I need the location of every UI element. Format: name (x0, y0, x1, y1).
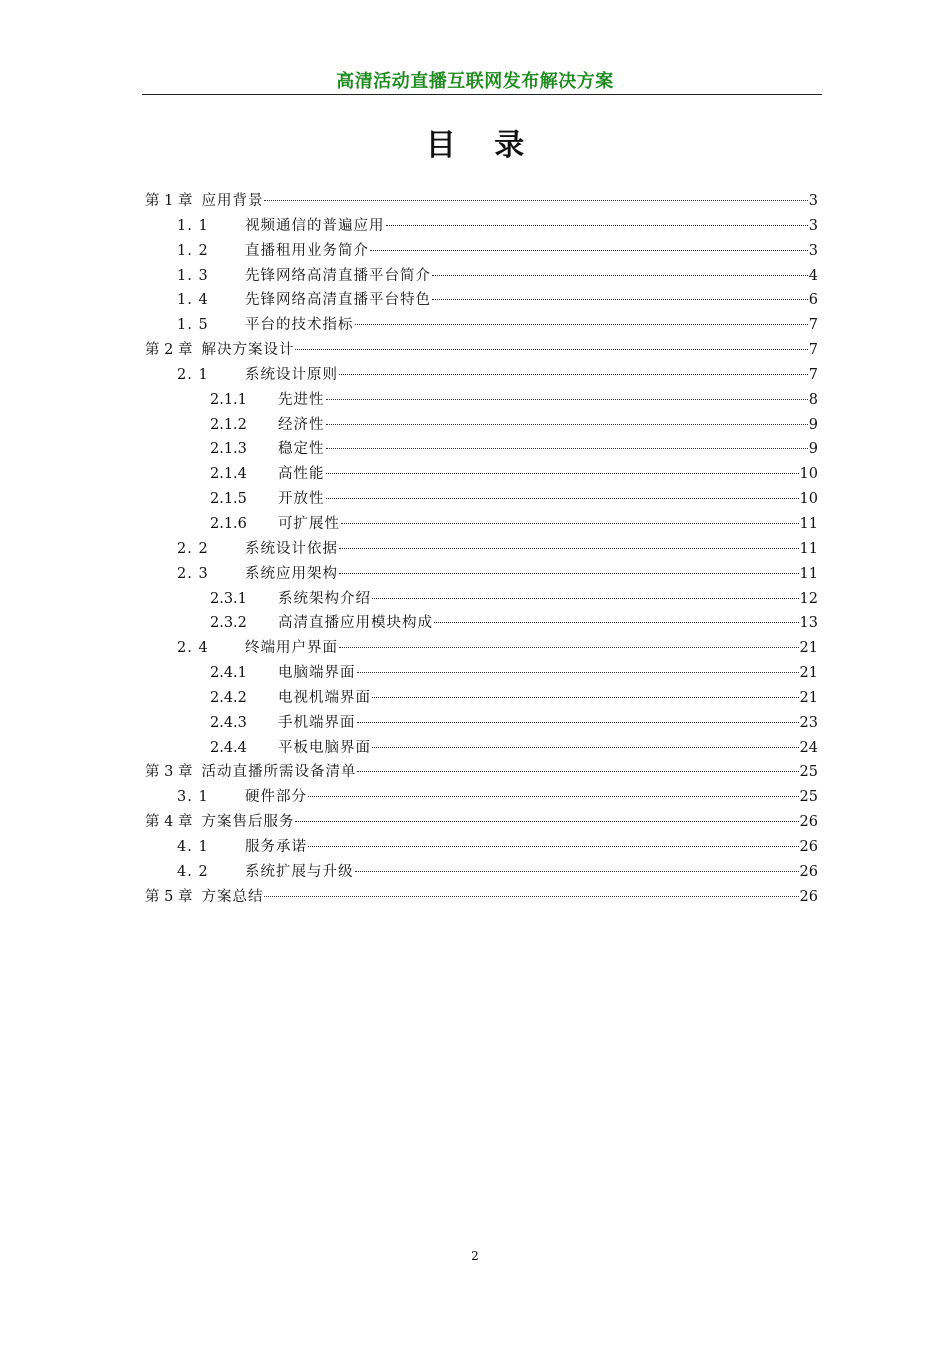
toc-entry[interactable] (145, 437, 818, 462)
toc-entry[interactable] (145, 562, 818, 587)
toc-entry-number: 4. 2 (177, 863, 209, 880)
toc-entry-number: 1. 1 (177, 217, 209, 234)
toc-entry-page: 26 (799, 814, 818, 831)
toc-entry-title: 先锋网络高清直播平台简介 (245, 267, 431, 284)
toc-entry-number: 2. 4 (177, 640, 209, 657)
toc-entry-number: 第 5 章 (145, 888, 193, 905)
toc-dot-leader (295, 349, 807, 350)
toc-dot-leader (372, 697, 799, 698)
toc-entry-page: 9 (808, 416, 818, 433)
toc-entry-number: 2. 3 (177, 565, 209, 582)
toc-entry[interactable] (145, 487, 818, 512)
toc-dot-leader (326, 424, 808, 425)
toc-entry[interactable] (145, 810, 818, 835)
toc-entry-page: 26 (799, 838, 818, 855)
toc-heading: 目 录 (425, 128, 539, 163)
toc-entry-number: 2.1.6 (210, 515, 247, 532)
toc-entry[interactable] (145, 313, 818, 338)
toc-entry-page: 12 (799, 590, 818, 607)
header-rule (142, 94, 822, 95)
toc-entry-number: 3. 1 (177, 789, 209, 806)
toc-entry-title: 先锋网络高清直播平台特色 (245, 292, 431, 309)
toc-entry[interactable] (145, 835, 818, 860)
toc-entry-page: 3 (808, 217, 818, 234)
toc-entry-page: 26 (799, 863, 818, 880)
toc-entry-number: 2.3.1 (210, 590, 247, 607)
toc-dot-leader (432, 275, 808, 276)
toc-entry-number: 1. 5 (177, 317, 209, 334)
toc-entry[interactable] (145, 611, 818, 636)
toc-dot-leader (339, 573, 799, 574)
toc-entry-number: 2.1.2 (210, 416, 247, 433)
toc-entry-title: 解决方案设计 (201, 342, 295, 359)
toc-entry-page: 11 (799, 515, 818, 532)
toc-dot-leader (339, 548, 799, 549)
toc-entry-title: 活动直播所需设备清单 (201, 764, 357, 781)
toc-entry[interactable] (145, 636, 818, 661)
toc-dot-leader (339, 647, 799, 648)
toc-entry[interactable] (145, 413, 818, 438)
toc-dot-leader (264, 200, 807, 201)
toc-entry-number: 2.1.5 (210, 491, 247, 508)
toc-entry-title: 直播租用业务简介 (245, 242, 369, 259)
toc-entry-title: 系统设计依据 (245, 540, 338, 557)
toc-entry-title: 系统设计原则 (245, 366, 338, 383)
toc-entry-number: 1. 2 (177, 242, 209, 259)
toc-entry[interactable] (145, 711, 818, 736)
toc-dot-leader (308, 796, 799, 797)
toc-entry-title: 先进性 (278, 391, 325, 408)
toc-entry[interactable] (145, 785, 818, 810)
toc-entry[interactable] (145, 363, 818, 388)
toc-entry-page: 24 (799, 739, 818, 756)
toc-entry-title: 硬件部分 (245, 789, 307, 806)
toc-entry-page: 25 (799, 789, 818, 806)
toc-entry[interactable] (145, 288, 818, 313)
toc-entry-title: 方案总结 (201, 888, 264, 905)
toc-entry-page: 6 (808, 292, 818, 309)
toc-entry-title: 高清直播应用模块构成 (278, 615, 433, 632)
toc-dot-leader (372, 747, 799, 748)
toc-entry[interactable] (145, 189, 818, 214)
toc-entry-title: 系统扩展与升级 (245, 863, 354, 880)
toc-entry-number: 2.3.2 (210, 615, 247, 632)
toc-entry-number: 第 4 章 (145, 814, 193, 831)
toc-entry[interactable] (145, 338, 818, 363)
toc-dot-leader (326, 498, 799, 499)
toc-entry-title: 系统架构介绍 (278, 590, 371, 607)
toc-entry-number: 1. 3 (177, 267, 209, 284)
toc-dot-leader (326, 399, 808, 400)
toc-entry-number: 第 1 章 (145, 193, 193, 209)
toc-dot-leader (295, 821, 798, 822)
toc-dot-leader (370, 250, 808, 251)
toc-dot-leader (372, 598, 799, 599)
toc-entry-page: 21 (799, 689, 818, 706)
toc-entry-page: 9 (808, 441, 818, 458)
toc-entry-number: 1. 4 (177, 292, 209, 309)
toc-entry-title: 电脑端界面 (278, 665, 356, 682)
toc-entry-page: 11 (799, 540, 818, 557)
toc-entry[interactable] (145, 860, 818, 885)
toc-dot-leader (357, 771, 798, 772)
toc-dot-leader (339, 374, 808, 375)
toc-entry-number: 2.4.1 (210, 665, 247, 682)
toc-entry-page: 7 (808, 366, 818, 383)
toc-entry[interactable] (145, 760, 818, 785)
toc-entry-title: 系统应用架构 (245, 565, 338, 582)
toc-entry-page: 8 (808, 391, 818, 408)
toc-entry[interactable] (145, 388, 818, 413)
toc-dot-leader (341, 523, 799, 524)
toc-dot-leader (386, 225, 808, 226)
toc-entry-page: 3 (808, 242, 818, 259)
toc-dot-leader (326, 448, 808, 449)
toc-entry-title: 平台的技术指标 (245, 317, 354, 334)
toc-entry[interactable] (145, 736, 818, 761)
toc-entry-title: 视频通信的普遍应用 (245, 217, 385, 234)
toc-entry-title: 终端用户界面 (245, 640, 338, 657)
toc-entry[interactable] (145, 512, 818, 537)
toc-entry-page: 10 (799, 466, 818, 483)
toc-dot-leader (355, 324, 808, 325)
toc-entry-page: 26 (799, 888, 818, 905)
toc-dot-leader (308, 846, 799, 847)
toc-entry[interactable] (145, 214, 818, 239)
toc-entry-title: 平板电脑界面 (278, 739, 371, 756)
toc-entry-title: 应用背景 (201, 193, 264, 209)
toc-entry[interactable] (145, 885, 818, 910)
running-header-title: 高清活动直播互联网发布解决方案 (336, 71, 614, 92)
toc-entry[interactable] (145, 661, 818, 686)
toc-entry-number: 2. 2 (177, 540, 209, 557)
toc-entry[interactable] (145, 462, 818, 487)
toc-entry-title: 服务承诺 (245, 838, 307, 855)
toc-entry-number: 2.4.4 (210, 739, 247, 756)
toc-entry[interactable] (145, 686, 818, 711)
toc-entry-page: 21 (799, 665, 818, 682)
toc-entry-number: 4. 1 (177, 838, 209, 855)
toc-dot-leader (355, 871, 799, 872)
toc-entry[interactable] (145, 264, 818, 289)
toc-dot-leader (432, 299, 808, 300)
toc-entry-page: 10 (799, 491, 818, 508)
toc-entry[interactable] (145, 587, 818, 612)
toc-entry-page: 13 (799, 615, 818, 632)
toc-entry-title: 高性能 (278, 466, 325, 483)
page-number: 2 (471, 1249, 479, 1263)
toc-entry[interactable] (145, 537, 818, 562)
toc-entry-page: 23 (799, 714, 818, 731)
toc-dot-leader (357, 672, 799, 673)
toc-entry-number: 2. 1 (177, 366, 209, 383)
toc-dot-leader (357, 722, 799, 723)
toc-entry-number: 2.1.3 (210, 441, 247, 458)
toc-entry-page: 7 (808, 317, 818, 334)
toc-entry-number: 第 3 章 (145, 764, 193, 781)
toc-entry-number: 2.4.3 (210, 714, 247, 731)
toc-entry-number: 2.4.2 (210, 689, 247, 706)
toc-entry-page: 11 (799, 565, 818, 582)
toc-entry-title: 电视机端界面 (278, 689, 371, 706)
toc-entry-title: 稳定性 (278, 441, 325, 458)
toc-entry-title: 手机端界面 (278, 714, 356, 731)
toc-entry-number: 第 2 章 (145, 342, 193, 359)
toc-entry-page: 21 (799, 640, 818, 657)
toc-entry-title: 经济性 (278, 416, 325, 433)
toc-entry-number: 2.1.4 (210, 466, 247, 483)
toc-entry-number: 2.1.1 (210, 391, 247, 408)
toc-dot-leader (264, 896, 798, 897)
toc-entry-page: 3 (808, 193, 818, 209)
toc-entry-title: 可扩展性 (278, 515, 340, 532)
toc-dot-leader (434, 622, 799, 623)
toc-entry-title: 开放性 (278, 491, 325, 508)
toc-entry[interactable] (145, 239, 818, 264)
toc-dot-leader (326, 473, 799, 474)
toc-entry-page: 25 (799, 764, 818, 781)
table-of-contents (145, 189, 818, 909)
toc-entry-page: 7 (808, 342, 818, 359)
toc-entry-page: 4 (808, 267, 818, 284)
toc-entry-title: 方案售后服务 (201, 814, 295, 831)
